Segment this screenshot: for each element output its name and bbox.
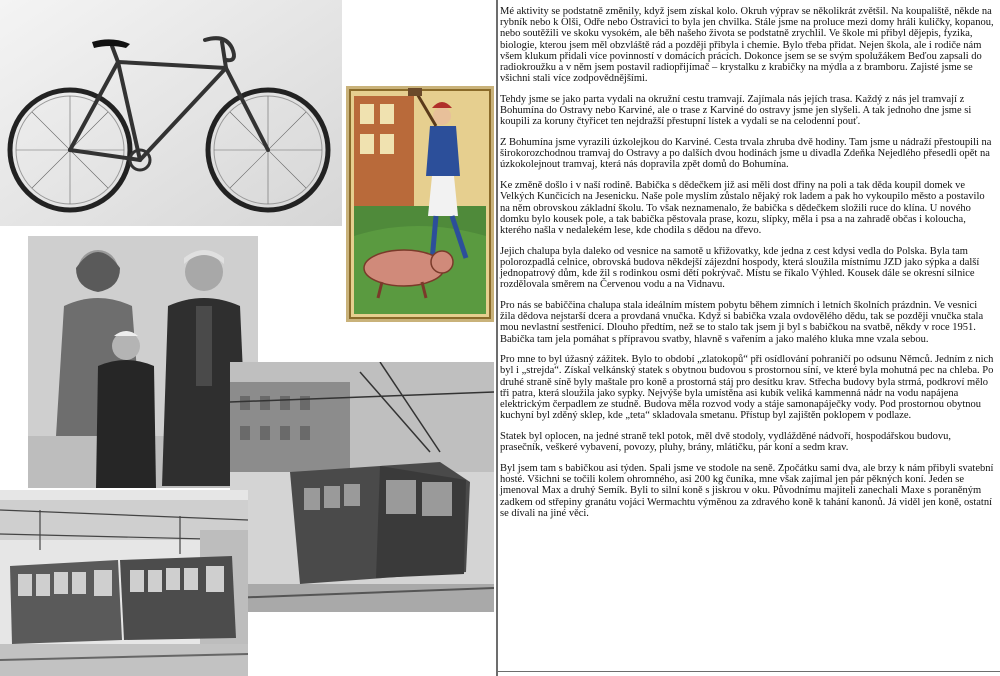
bicycle-icon: [0, 0, 342, 226]
paragraph: Z Bohumína jsme vyrazili úzkolejkou do Karviné. Cesta trvala zhruba dvě hodiny. Tam jsme u nádraží přestoupili na širokorozchodnou tramvaj do Ostravy a po dalších dvou hodinách jsme u divadla Zdeňka Nejedlého přesedli opět na úzkokolejnout tramvaj, která nás dopravila zpět domů do Bohumína.: [500, 137, 992, 171]
column-divider: [496, 0, 498, 676]
bicycle-photo: [0, 0, 342, 226]
paragraph: Mé aktivity se podstatně změnily, když jsem získal kolo. Okruh výprav se několikrát zvětšil. Na koupaliště, někde na rybník nebo k Olši, Odře nebo Ostravici to byla jen chvilka. Stále jsme na proluce mezi domy hráli kuličky, kopanou, nebo soutěžili ve skoku vysokém, ale běh našeho života se podstatně zrychlil. Ve škole mi přibyl dějepis, fyzika, biologie, kterou jsem měl obzvláště rád a později přibyla i chemie. Bylo třeba přidat. Nejen škola, ale i rodiče nám všem klukum přidali více povinností v domácích prácích. Dokonce jsem se se svým spolužákem Beďou zapsali do radiokroužku a v něm jsem postavil radiopřijímač – krystalku z krabičky na mýdla a z bramboru. Zajisté jsme se všichni stali více zodpovědnějšími.: [500, 6, 994, 85]
bottom-rule: [496, 671, 1000, 672]
medieval-pig-slaughter-illustration-icon: [346, 86, 494, 322]
two-trams-photo: [0, 490, 248, 676]
paragraph: Pro nás se babiččina chalupa stala ideálním místem pobytu během zimních i letních školních prázdnin. Ve vesnici žila dědova nejstarší dcera a provdaná vnučka. Když si babička vzala ovdovělého dědu, tak se později vnučka stala mou nevlastní sestřenicí. Dlouho předtím, než se to stalo tak jsem ji byl s babičkou na svatbě, někdy v roce 1951. Babička tam jela pomáhat s přípravou svatby, hlavně s vařením a jako malého kluka mne vzala sebou.: [500, 299, 984, 345]
illumination-image: [346, 86, 494, 322]
paragraph: Jejich chalupa byla daleko od vesnice na samotě u křižovatky, kde jedna z cest kdysi vedla do Polska. Byla tam polorozpadlá celnice, obrovská budova někdejší zájezdní hospody, která sloužila místnímu JZD jako sýpka a další jednopatrový dům, kde žil s rodinkou osmi dětí pokrývač. Místu se říkalo Výhled. Kousek dále se okresní silnice rozdělovala směrem na Červenou vodu a na Vidnavu.: [500, 245, 980, 291]
paragraph: Statek byl oplocen, na jedné straně tekl potok, měl dvě stodoly, vydlážděné nádvoří, hospodářskou budovu, prasečník, veškeré vybavení, povozy, pluhy, brány, mlátičku, pár koní a sedm krav.: [500, 431, 952, 454]
family-photo: [28, 236, 258, 488]
paragraph: Ke změně došlo i v naší rodině. Babička s dědečkem již asi měli dost dřiny na poli a tak děda koupil domek ve Velkých Kunčicích na Jesenicku. Naše pole myslím zůstalo nějaký rok ladem a pak ho vykoupilo město a postavilo na něm obrovskou základní školu. To však neznamenalo, že babička s dědečkem složili ruce do klína. U nového domku bylo kousek pole, a tak babička pěstovala prase, kozu, slípky, měla i psa a na zahradě občas i koloucha, kterého našla v nedalekém lese, kde chodila s dědou na dřevo.: [500, 180, 985, 236]
family-portrait-photo-icon: [28, 236, 258, 488]
tram-photo-icon: [230, 362, 494, 612]
two-trams-photo-icon: [0, 490, 248, 676]
paragraph: Byl jsem tam s babičkou asi týden. Spali jsme ve stodole na seně. Zpočátku sami dva, ale brzy k nám přibyli svatební hosté. Všichni se točili kolem ohromného, asi 200 kg čuníka, mne však zajímal jen pár pěkných koní. Jeden se jmenoval Max a druhý Semík. Byli to silní koně s jiskrou v oku. Původnímu majiteli zanechali Maxe s poraněným zadkem od střepiny granátu vojáci Wermachtu výměnou za zdravého koně k tahání kanonů. Já viděl jen koně, ostatní se dívali na jiné věci.: [500, 462, 994, 519]
paragraph: Pro mne to byl úžasný zážitek. Bylo to období „zlatokopů“ při osídlování pohraničí po odsunu Němců. Jedním z nich byl i „strejda“. Získal velkánský statek s obytnou budovou s prostornou síní, ve které byla mohutná pec na chleba. Po druhé straně síně byly maštale pro koně a prostorná stáj pro desítku krav. Střecha budovy byla strmá, podkroví mělo tři patra, která sloužila jako sypky. Nejvýše byla umístěna asi kubík veliká kammenná nádr na vodu napájena elektrickým čerpadlem ze studně. Budova měla rozvod vody a stáje samonapáječky vody. Pod prostornou obytnou kuchyní byl zděný sklep, kde „teta“ skladovala smetanu. Přístup byl zajištěn poklopem v podlaze.: [500, 354, 994, 422]
tram-photo: [230, 362, 494, 612]
article-text: [500, 6, 994, 528]
paragraph: Tehdy jsme se jako parta vydali na okružní cestu tramvají. Zajímala nás jejích trasa. Každý z nás jel tramvají z Bohumína do Ostravy nebo Karviné, ale o trase z Karviné do ostravy jsme jen slyšeli. A tak jednoho dne jsme si koupili za koruny čtyřicet ten nejdražší přestupní lístek a vydali se na celodenní pouť.: [500, 93, 972, 128]
